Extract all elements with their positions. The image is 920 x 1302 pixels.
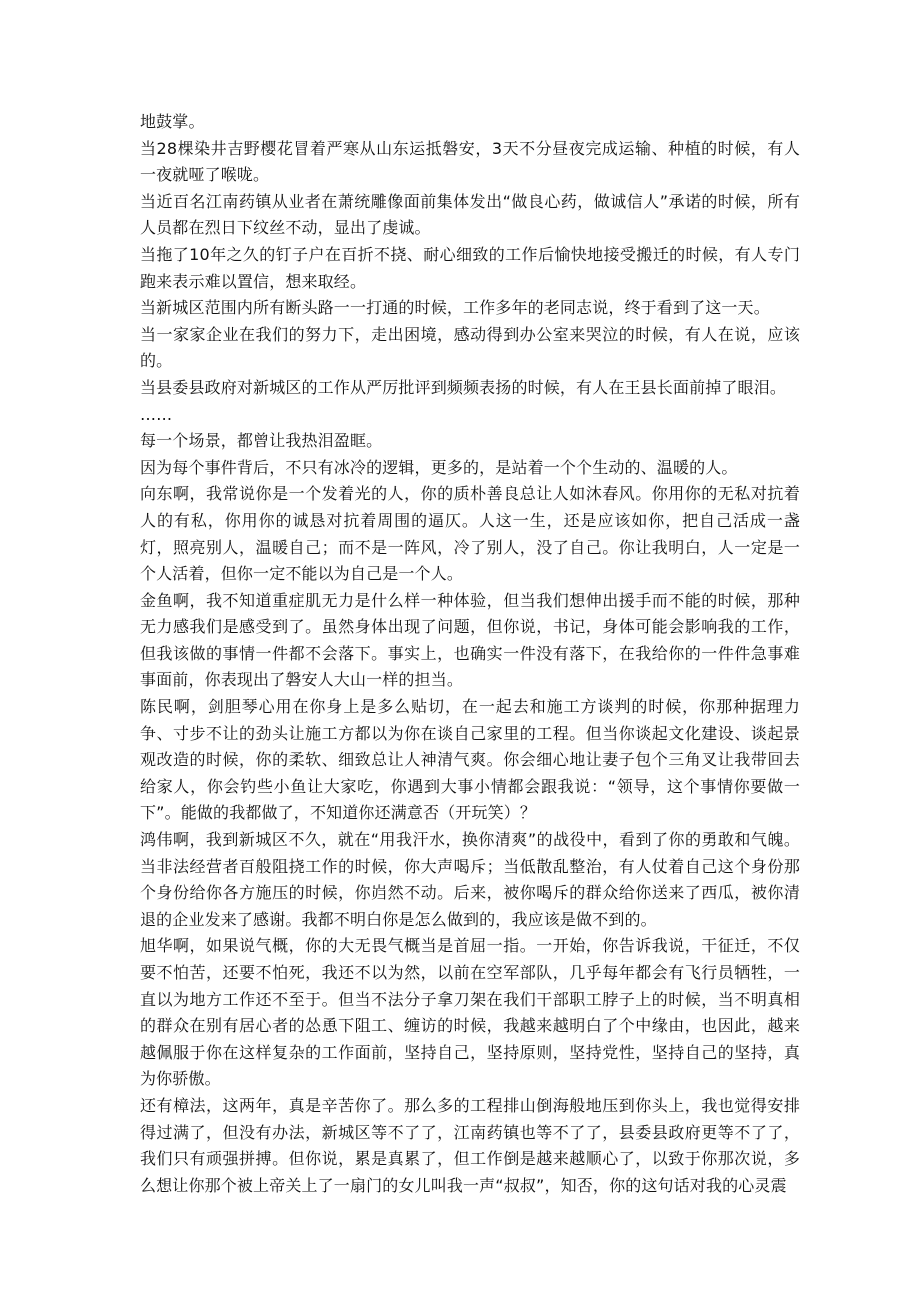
paragraph: 当一家家企业在我们的努力下，走出困境，感动得到办公室来哭泣的时候，有人在说，应该的。 bbox=[140, 324, 800, 371]
paragraph: 鸿伟啊，我到新城区不久，就在“用我汗水，换你清爽”的战役中，看到了你的勇敢和气魄。当非法经营者百般阻挠工作的时候，你大声喝斥；当低散乱整治，有人仗着自己这个身份那个身份给你各方施压的时候，你岿然不动。后来，被你喝斥的群众给你送来了西瓜，被你清退的企业发来了感谢。我都不明白你是怎么做到的，我应该是做不到的。 bbox=[140, 830, 800, 929]
document-body bbox=[140, 109, 800, 1199]
paragraph: 当28棵染井吉野樱花冒着严寒从山东运抵磐安，3天不分昼夜完成运输、种植的时候，有人一夜就哑了喉咙。 bbox=[140, 138, 800, 185]
paragraph: 陈民啊，剑胆琴心用在你身上是多么贴切，在一起去和施工方谈判的时候，你那种据理力争、寸步不让的劲头让施工方都以为你在谈自己家里的工程。但当你谈起文化建设、谈起景观改造的时候，你的柔软、细致总让人神清气爽。你会细心地让妻子包个三角叉让我带回去给家人，你会钓些小鱼让大家吃，你遇到大事小情都会跟我说：“领导，这个事情你要做一下”。能做的我都做了，不知道你还满意否（开玩笑）？ bbox=[140, 697, 800, 823]
paragraph: 还有樟法，这两年，真是辛苦你了。那么多的工程排山倒海般地压到你头上，我也觉得安排得过满了，但没有办法，新城区等不了了，江南药镇也等不了了，县委县政府更等不了了，我们只有顽强拼搏。但你说，累是真累了，但工作倒是越来越顺心了，以致于你那次说，多么想让你那个被上帝关上了一扇门的女儿叫我一声“叔叔”，知否，你的这句话对我的心灵震 bbox=[140, 1095, 800, 1195]
ellipsis-line: …… bbox=[140, 404, 173, 424]
paragraph: 当新城区范围内所有断头路一一打通的时候，工作多年的老同志说，终于看到了这一天。 bbox=[140, 298, 770, 318]
paragraph: 当拖了10年之久的钉子户在百折不挠、耐心细致的工作后愉快地接受搬迁的时候，有人专门跑来表示难以置信，想来取经。 bbox=[140, 244, 800, 291]
paragraph: 因为每个事件背后，不只有冰冷的逻辑，更多的，是站着一个个生动的、温暖的人。 bbox=[140, 457, 738, 477]
paragraph: 当近百名江南药镇从业者在萧统雕像面前集体发出“做良心药，做诚信人”承诺的时候，所有人员都在烈日下纹丝不动，显出了虔诚。 bbox=[140, 191, 800, 238]
paragraph: 当县委县政府对新城区的工作从严厉批评到频频表扬的时候，有人在王县长面前掉了眼泪。 bbox=[140, 377, 787, 397]
paragraph: 旭华啊，如果说气概，你的大无畏气概当是首屈一指。一开始，你告诉我说，干征迁，不仅要不怕苦，还要不怕死，我还不以为然，以前在空军部队，几乎每年都会有飞行员牺牲，一直以为地方工作还不至于。但当不法分子拿刀架在我们干部职工脖子上的时候，当不明真相的群众在别有居心者的怂恿下阻工、缠访的时候，我越来越明白了个中缘由，也因此，越来越佩服于你在这样复杂的工作面前，坚持自己，坚持原则，坚持党性，坚持自己的坚持，真为你骄傲。 bbox=[140, 936, 800, 1089]
paragraph: 每一个场景，都曾让我热泪盈眶。 bbox=[140, 431, 383, 451]
paragraph: 向东啊，我常说你是一个发着光的人，你的质朴善良总让人如沐春风。你用你的无私对抗着人的有私，你用你的诚恳对抗着周围的逼仄。人这一生，还是应该如你，把自己活成一盏灯，照亮别人，温暖自己；而不是一阵风，冷了别人，没了自己。你让我明白，人一定是一个人活着，但你一定不能以为自己是一个人。 bbox=[140, 484, 800, 584]
paragraph: 金鱼啊，我不知道重症肌无力是什么样一种体验，但当我们想伸出援手而不能的时候，那种无力感我们是感受到了。虽然身体出现了问题，但你说，书记，身体可能会影响我的工作，但我该做的事情一件都不会落下。事实上，也确实一件没有落下，在我给你的一件件急事难事面前，你表现出了磐安人大山一样的担当。 bbox=[140, 590, 800, 690]
paragraph: 地鼓掌。 bbox=[140, 112, 205, 131]
